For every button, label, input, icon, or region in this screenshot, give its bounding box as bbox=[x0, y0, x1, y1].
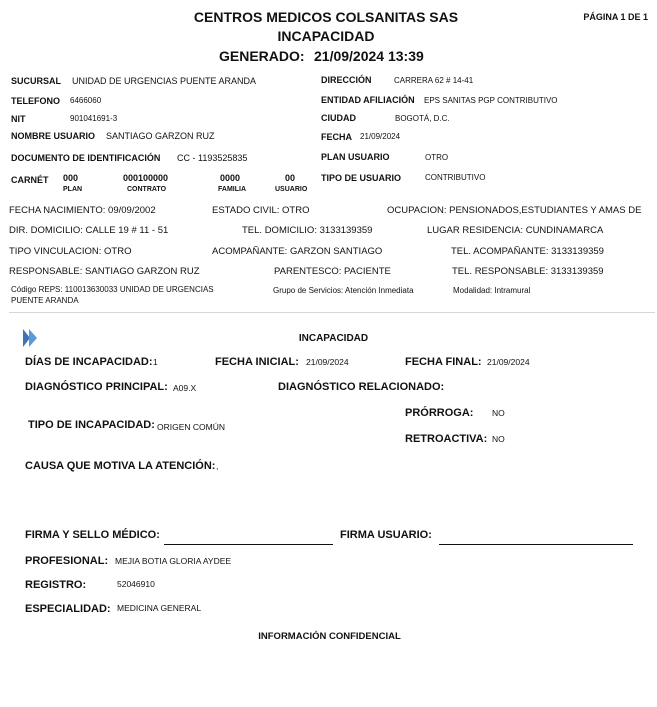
firma-usuario-line bbox=[439, 544, 633, 545]
carnet-usuario-value: 00 bbox=[285, 173, 296, 183]
especialidad-label: ESPECIALIDAD: bbox=[25, 603, 111, 615]
ciudad-value: BOGOTÁ, D.C. bbox=[395, 114, 450, 123]
direccion-value: CARRERA 62 # 14-41 bbox=[394, 76, 474, 85]
nit-label: NIT bbox=[11, 114, 26, 124]
nombre-label: NOMBRE USUARIO bbox=[11, 131, 96, 141]
fecha-final-label: FECHA FINAL: bbox=[405, 356, 482, 368]
ciudad-label: CIUDAD bbox=[321, 113, 356, 123]
confidential-footer: INFORMACIÓN CONFIDENCIAL bbox=[258, 631, 401, 642]
incapacidad-section-title: INCAPACIDAD bbox=[298, 333, 369, 344]
carnet-contrato-caption: CONTRATO bbox=[127, 186, 167, 193]
dias-value: 1 bbox=[153, 357, 158, 367]
plan-usuario-label: PLAN USUARIO bbox=[321, 152, 390, 162]
carnet-plan-caption: PLAN bbox=[63, 186, 83, 193]
ocupacion: OCUPACION: PENSIONADOS,ESTUDIANTES Y AMAS DE bbox=[387, 205, 642, 216]
telefono-label: TELEFONO bbox=[11, 96, 60, 106]
prorroga-label: PRÓRROGA: bbox=[405, 407, 474, 419]
diag-relacionado-label: DIAGNÓSTICO RELACIONADO: bbox=[278, 381, 445, 393]
codigo-reps-line1: Código REPS: 110013630033 UNIDAD DE URGENCIAS bbox=[11, 285, 214, 294]
grupo-servicios: Grupo de Servicios: Atención Inmediata bbox=[273, 286, 414, 295]
tel-domicilio: TEL. DOMICILIO: 3133139359 bbox=[242, 225, 373, 236]
entidad-value: EPS SANITAS PGP CONTRIBUTIVO bbox=[424, 96, 558, 105]
org-title: CENTROS MEDICOS COLSANITAS SAS bbox=[193, 9, 459, 25]
registro-value: 52046910 bbox=[117, 579, 155, 589]
diag-principal-label: DIAGNÓSTICO PRINCIPAL: bbox=[25, 381, 168, 393]
section-divider bbox=[9, 312, 655, 313]
direccion-label: DIRECCIÓN bbox=[321, 75, 372, 85]
profesional-value: MEJIA BOTIA GLORIA AYDEE bbox=[115, 556, 232, 566]
firma-usuario-label: FIRMA USUARIO: bbox=[340, 529, 432, 541]
tipo-incapacidad-value: ORIGEN COMÚN bbox=[157, 422, 225, 432]
plan-usuario-value: OTRO bbox=[425, 153, 449, 162]
fecha-inicial-value: 21/09/2024 bbox=[306, 357, 349, 367]
lugar-residencia: LUGAR RESIDENCIA: CUNDINAMARCA bbox=[427, 225, 604, 236]
nit-value: 901041691-3 bbox=[70, 114, 118, 123]
registro-label: REGISTRO: bbox=[25, 579, 87, 591]
tipo-usuario-label: TIPO DE USUARIO bbox=[321, 173, 402, 183]
sucursal-label: SUCURSAL bbox=[11, 76, 62, 86]
doc-type-title: INCAPACIDAD bbox=[277, 28, 375, 44]
retroactiva-label: RETROACTIVA: bbox=[405, 433, 488, 445]
carnet-label: CARNÉT bbox=[11, 175, 49, 185]
responsable: RESPONSABLE: SANTIAGO GARZON RUZ bbox=[9, 266, 200, 277]
entidad-label: ENTIDAD AFILIACIÓN bbox=[321, 95, 415, 105]
generated-value: 21/09/2024 13:39 bbox=[314, 48, 424, 64]
carnet-usuario-caption: USUARIO bbox=[275, 186, 308, 193]
generated-label: GENERADO: bbox=[219, 48, 305, 64]
parentesco: PARENTESCO: PACIENTE bbox=[274, 266, 391, 277]
fecha-final-value: 21/09/2024 bbox=[487, 357, 530, 367]
causa-value: , bbox=[216, 461, 219, 471]
dir-domicilio: DIR. DOMICILIO: CALLE 19 # 11 - 51 bbox=[9, 225, 169, 236]
tipo-vinculacion: TIPO VINCULACION: OTRO bbox=[9, 246, 132, 257]
profesional-label: PROFESIONAL: bbox=[25, 555, 109, 567]
nombre-value: SANTIAGO GARZON RUZ bbox=[106, 131, 215, 141]
fecha-value: 21/09/2024 bbox=[360, 132, 401, 141]
documento-label: DOCUMENTO DE IDENTIFICACIÓN bbox=[11, 153, 161, 163]
fecha-inicial-label: FECHA INICIAL: bbox=[215, 356, 299, 368]
carnet-contrato-value: 000100000 bbox=[123, 173, 169, 183]
fecha-label: FECHA bbox=[321, 132, 352, 142]
codigo-reps-line2: PUENTE ARANDA bbox=[11, 296, 79, 305]
tipo-usuario-value: CONTRIBUTIVO bbox=[425, 173, 486, 182]
tel-acompanante: TEL. ACOMPAÑANTE: 3133139359 bbox=[451, 246, 604, 257]
fecha-nacimiento: FECHA NACIMIENTO: 09/09/2002 bbox=[9, 205, 156, 216]
page-indicator: PÁGINA 1 DE 1 bbox=[583, 12, 648, 22]
carnet-familia-value: 0000 bbox=[220, 173, 241, 183]
retroactiva-value: NO bbox=[492, 434, 505, 444]
modalidad: Modalidad: Intramural bbox=[453, 286, 531, 295]
tel-responsable: TEL. RESPONSABLE: 3133139359 bbox=[452, 266, 604, 277]
tipo-incapacidad-label: TIPO DE INCAPACIDAD: bbox=[28, 419, 155, 431]
estado-civil: ESTADO CIVIL: OTRO bbox=[212, 205, 310, 216]
sucursal-value: UNIDAD DE URGENCIAS PUENTE ARANDA bbox=[72, 76, 257, 86]
firma-medico-label: FIRMA Y SELLO MÉDICO: bbox=[25, 529, 160, 541]
especialidad-value: MEDICINA GENERAL bbox=[117, 603, 202, 613]
documento-value: CC - 1193525835 bbox=[177, 153, 248, 163]
prorroga-value: NO bbox=[492, 408, 505, 418]
firma-medico-line bbox=[164, 544, 333, 545]
acompanante: ACOMPAÑANTE: GARZON SANTIAGO bbox=[212, 246, 383, 257]
carnet-plan-value: 000 bbox=[63, 173, 79, 183]
diag-principal-value: A09.X bbox=[173, 383, 197, 393]
dias-label: DÍAS DE INCAPACIDAD: bbox=[25, 356, 153, 368]
telefono-value: 6466060 bbox=[70, 96, 102, 105]
causa-label: CAUSA QUE MOTIVA LA ATENCIÓN: bbox=[25, 460, 216, 472]
carnet-familia-caption: FAMILIA bbox=[218, 186, 246, 193]
